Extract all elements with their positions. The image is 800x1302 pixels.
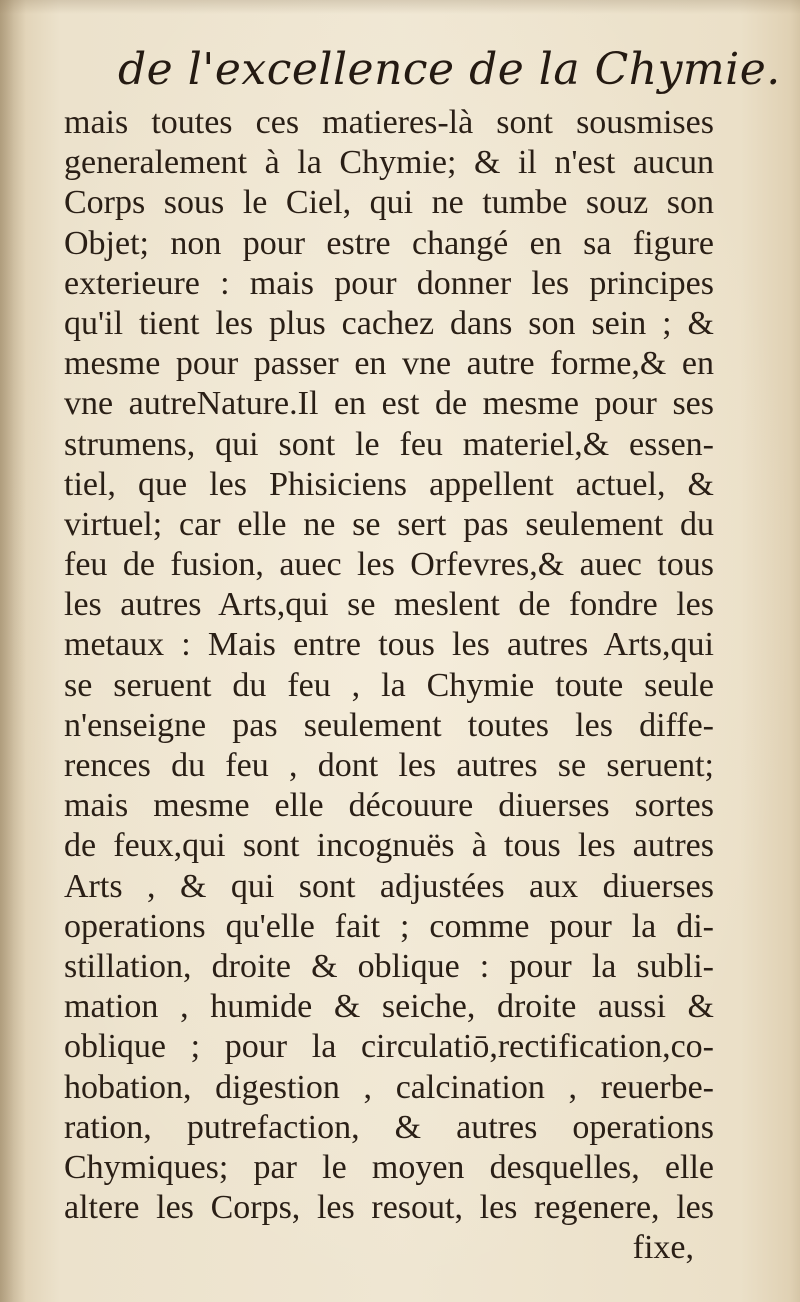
text-line: de feux,qui sont incognuës à tous les autres <box>64 827 714 865</box>
text-line: tiel, que les Phisiciens appellent actuel, & <box>64 465 714 503</box>
text-line: mais toutes ces matieres-là sont sousmises <box>64 104 714 141</box>
body-text <box>64 103 714 1228</box>
text-line: mais mesme elle découure diuerses sortes <box>64 787 714 825</box>
text-line: altere les Corps, les resout, les regenere, les <box>64 1189 714 1227</box>
text-line: hobation, digestion , calcination , reuerbe- <box>64 1068 714 1106</box>
running-head: de l'excellence de la Chymie. <box>118 44 781 95</box>
text-line: Arts , & qui sont adjustées aux diuerses <box>64 867 714 905</box>
text-line: virtuel; car elle ne se sert pas seulement du <box>64 505 714 543</box>
text-line: rences du feu , dont les autres se seruent; <box>64 747 714 784</box>
text-line: mesme pour passer en vne autre forme,& en <box>64 345 714 383</box>
page-top-edge <box>0 0 800 14</box>
catchword: fixe, <box>632 1229 694 1266</box>
text-line: Chymiques; par le moyen desquelles, elle <box>64 1148 714 1186</box>
text-line: vne autreNature.Il en est de mesme pour ses <box>64 385 714 423</box>
text-line: feu de fusion, auec les Orfevres,& auec tous <box>64 546 714 584</box>
text-line: generalement à la Chymie; & il n'est aucun <box>64 144 714 182</box>
text-line: strumens, qui sont le feu materiel,& essen- <box>64 425 714 463</box>
text-line: qu'il tient les plus cachez dans son sein ; & <box>64 304 714 342</box>
text-line: les autres Arts,qui se meslent de fondre les <box>64 586 714 624</box>
text-line: mation , humide & seiche, droite aussi & <box>64 988 714 1026</box>
text-line: stillation, droite & oblique : pour la subli- <box>64 947 714 985</box>
text-line: metaux : Mais entre tous les autres Arts,qui <box>64 626 714 664</box>
text-line: n'enseigne pas seulement toutes les diffe- <box>64 706 714 744</box>
text-line: Corps sous le Ciel, qui ne tumbe souz son <box>64 184 714 222</box>
text-line: Objet; non pour estre changé en sa figure <box>64 224 714 262</box>
text-line: se seruent du feu , la Chymie toute seule <box>64 666 714 704</box>
page-gutter-shadow <box>0 0 26 1302</box>
text-line: operations qu'elle fait ; comme pour la di- <box>64 907 714 945</box>
text-line: ration, putrefaction, & autres operations <box>64 1108 714 1146</box>
text-line: oblique ; pour la circulatiō,rectification,co- <box>64 1028 714 1066</box>
text-line: exterieure : mais pour donner les principes <box>64 264 714 302</box>
